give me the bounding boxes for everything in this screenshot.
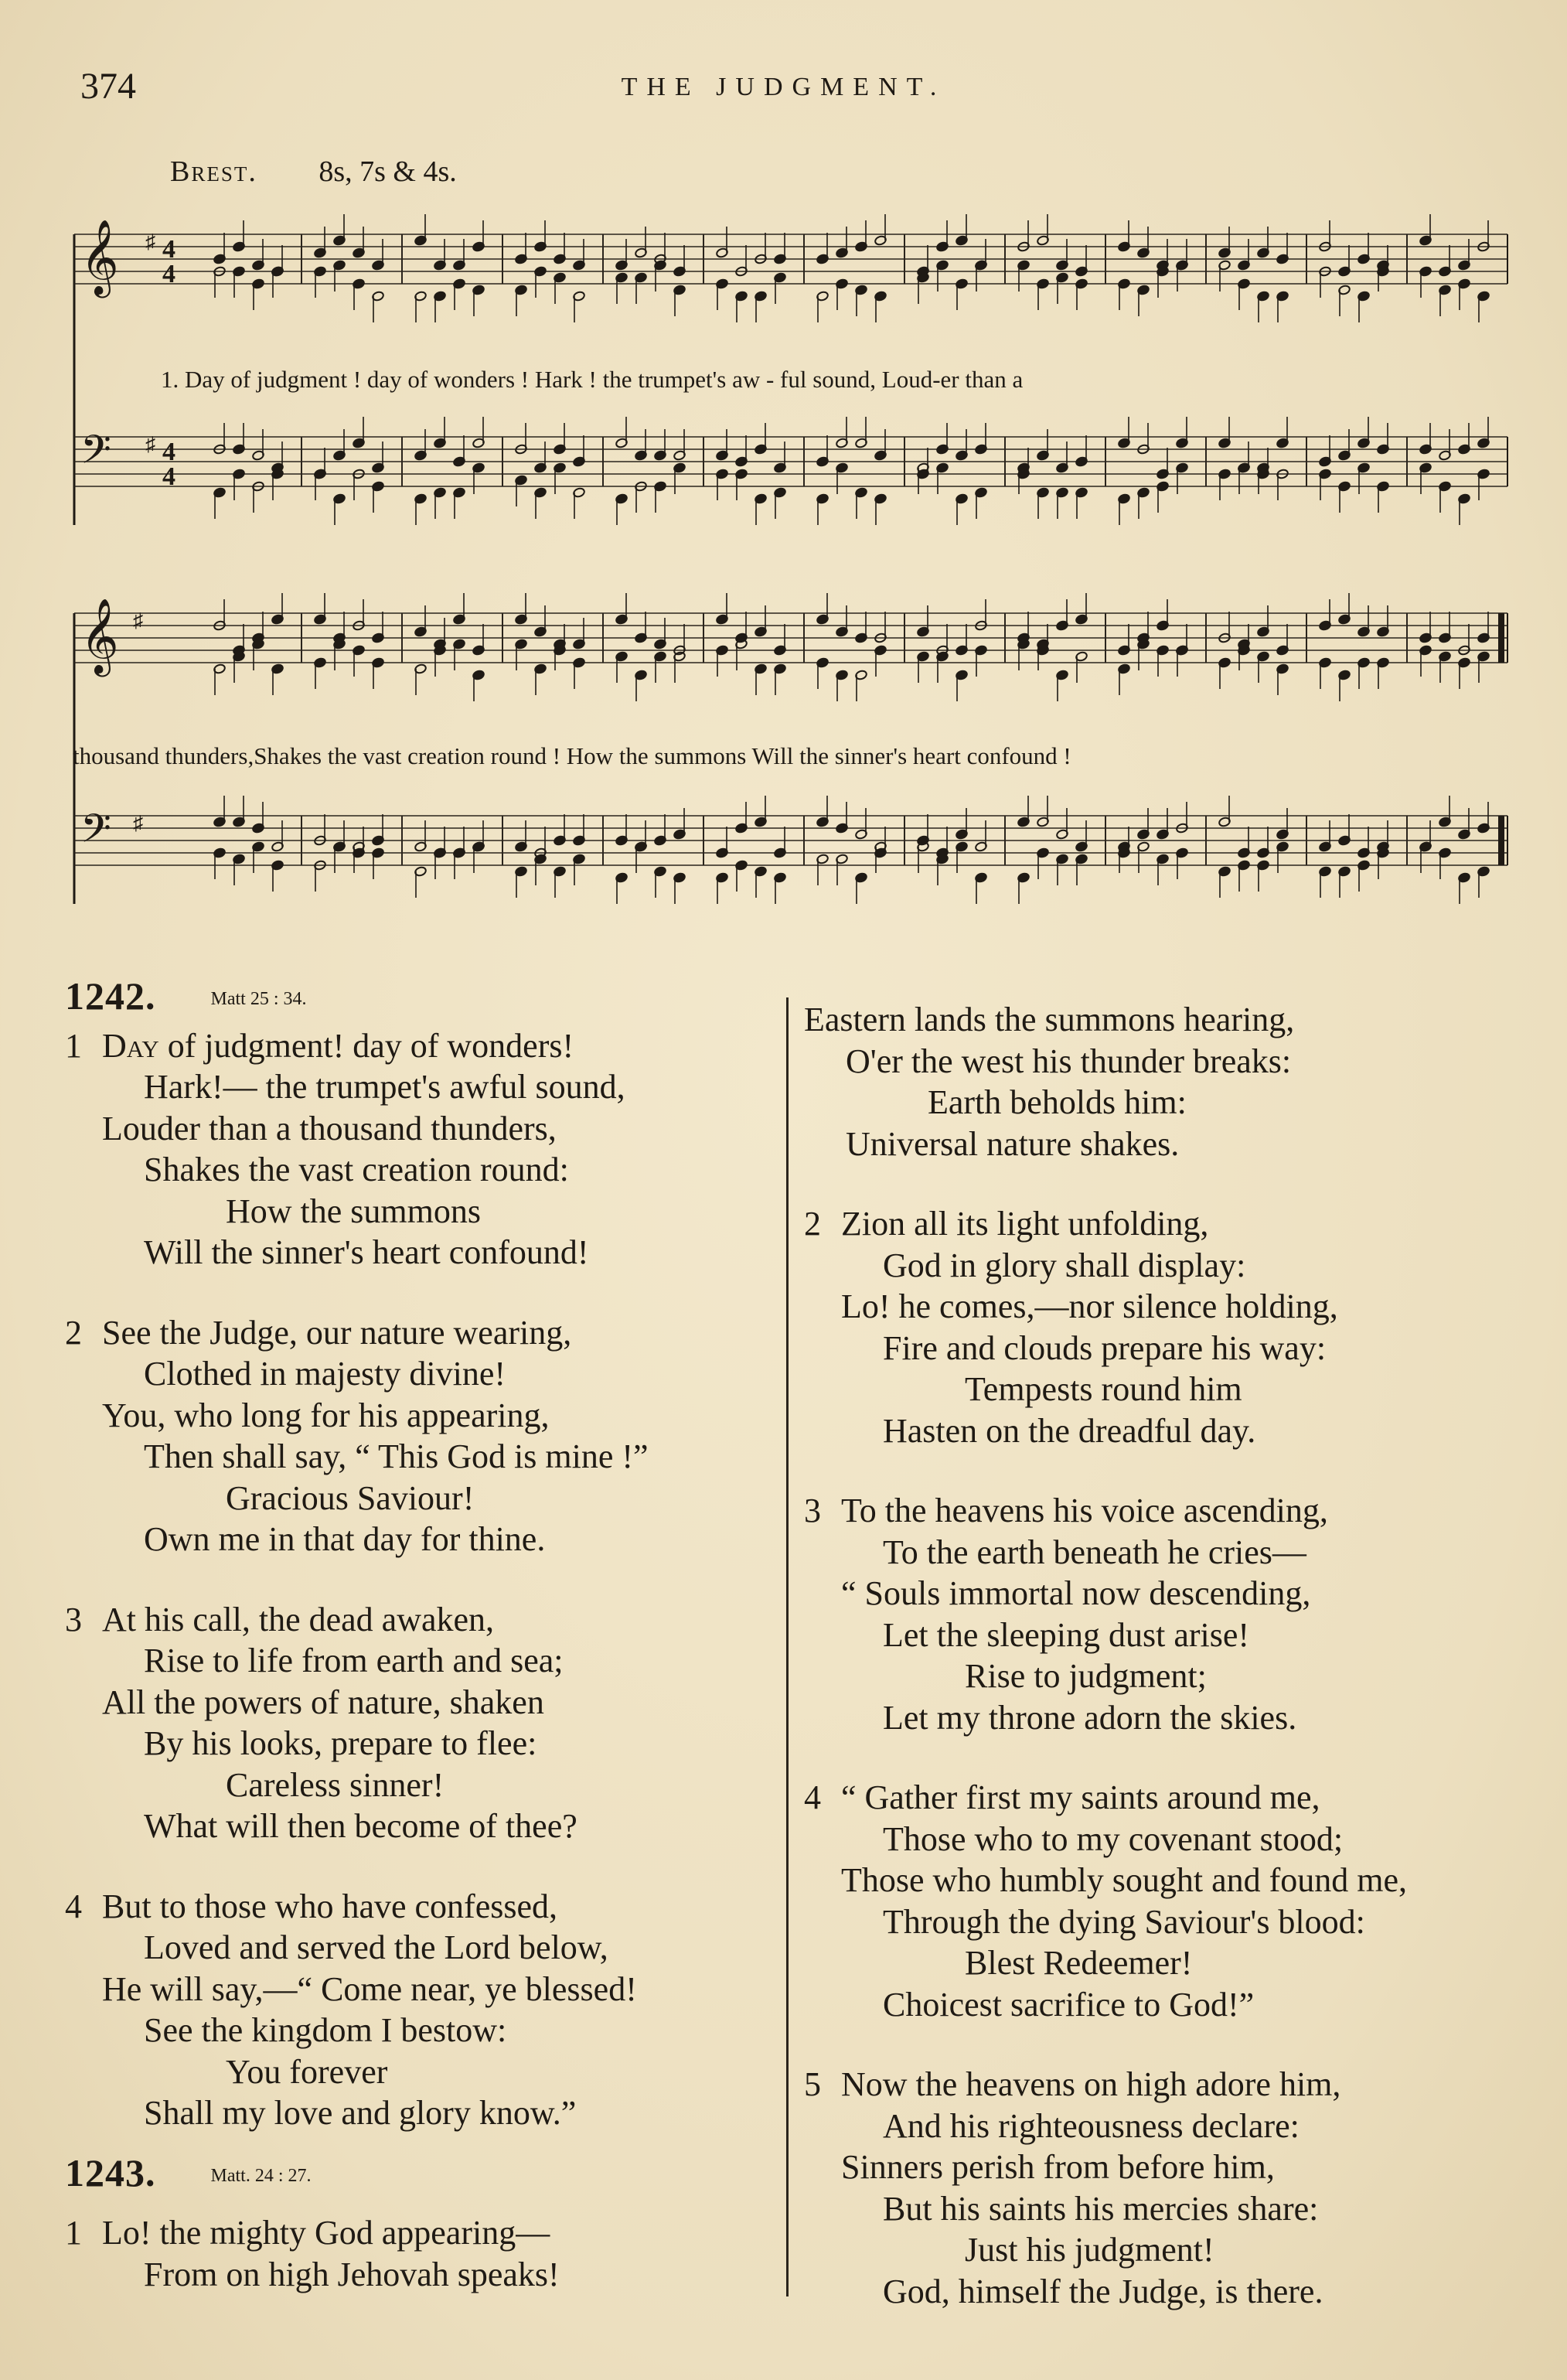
verse-line — [804, 1082, 1546, 1124]
verse-text: Rise to life from earth and sea; — [144, 1642, 564, 1679]
verse-line — [804, 1410, 1546, 1452]
verse-line — [65, 1886, 776, 1928]
note-group — [213, 796, 1507, 904]
verse-text: Hasten on the dreadful day. — [883, 1411, 1256, 1450]
verse-text: Let the sleeping dust arise! — [883, 1615, 1250, 1654]
tune-name: Brest. — [170, 155, 257, 188]
verse-line — [65, 2212, 776, 2254]
verse-line — [804, 2229, 1546, 2271]
verse-text: Louder than a thousand thunders, — [102, 1109, 557, 1147]
verse-text: Fire and clouds prepare his way: — [883, 1328, 1327, 1367]
stanza-gap — [804, 1164, 1546, 1203]
verse-text: “ Gather first my saints around me, — [841, 1778, 1320, 1816]
hymn-1243-heading — [65, 2150, 776, 2202]
verse — [65, 1025, 776, 1274]
verse-line — [804, 1369, 1546, 1410]
verse-text: Shakes the vast creation round: — [144, 1151, 569, 1188]
verse-text: Zion all its light unfolding, — [841, 1205, 1209, 1243]
staff — [74, 426, 1507, 486]
verse-text: Loved and served the Lord below, — [144, 1928, 608, 1966]
music-system-2 — [70, 599, 1515, 924]
verse-text: To the heavens his voice ascending, — [841, 1492, 1328, 1529]
verse-line — [65, 1765, 776, 1806]
verse-text: Gracious Saviour! — [226, 1478, 475, 1517]
verse-line — [804, 2106, 1546, 2147]
stanza-gap — [65, 1274, 776, 1312]
lyric-line-1: 1. Day of judgment ! day of wonders ! Hark ! the trumpet's aw - ful sound, Loud-er than a — [161, 366, 1024, 393]
verse-line — [65, 1066, 776, 1108]
verse-text-initial: Day — [102, 1026, 159, 1065]
verse-text: But to those who have confessed, — [102, 1887, 557, 1925]
verse-text: Universal nature shakes. — [846, 1124, 1180, 1163]
verse-line — [65, 1519, 776, 1560]
verse-line — [804, 999, 1546, 1041]
verse-line — [65, 2092, 776, 2134]
verse-line — [804, 1124, 1546, 1165]
verse-text: See the kingdom I bestow: — [144, 2011, 507, 2049]
verse-text: Careless sinner! — [226, 1765, 445, 1804]
verse-text: O'er the west his thunder breaks: — [846, 1042, 1292, 1080]
bass-clef-icon: 𝄢 — [80, 805, 111, 861]
verse-line — [804, 2064, 1546, 2106]
verse-text: Then shall say, “ This God is mine !” — [144, 1437, 649, 1475]
bass-clef-icon: 𝄢 — [80, 426, 111, 482]
scripture-reference: Matt 25 : 34. — [210, 989, 307, 1009]
verse-line — [804, 1245, 1546, 1287]
verse-text: How the summons — [226, 1192, 481, 1230]
verse-text: God, himself the Judge, is there. — [883, 2272, 1323, 2310]
verse-number: 1 — [65, 2214, 82, 2252]
stanza-gap — [65, 1560, 776, 1599]
verse — [804, 1490, 1546, 1738]
verse — [65, 1886, 776, 2134]
verse-line — [804, 1203, 1546, 1245]
verse-line — [65, 2254, 776, 2296]
verse-number: 1 — [65, 1026, 82, 1065]
verse-line — [804, 1655, 1546, 1697]
verse-line — [804, 1942, 1546, 1984]
verse-line — [804, 1860, 1546, 1901]
staff — [74, 805, 1507, 865]
time-signature-top: 4 — [162, 438, 175, 466]
verse-line — [65, 1969, 776, 2010]
music-system-1 — [70, 220, 1515, 530]
note-group — [213, 214, 1507, 322]
stanza-gap — [804, 2025, 1546, 2064]
verse — [804, 2064, 1546, 2312]
tune-meter: 8s, 7s & 4s. — [319, 155, 457, 188]
verse-text: Those who to my covenant stood; — [883, 1819, 1344, 1858]
running-title: THE JUDGMENT. — [621, 73, 946, 101]
hymn-1242-body — [65, 1025, 776, 2134]
verse-text: Eastern lands the summons hearing, — [804, 1001, 1295, 1038]
verse-line — [804, 1490, 1546, 1532]
verse — [65, 1599, 776, 1847]
verse — [804, 1203, 1546, 1451]
verse-line — [65, 1478, 776, 1519]
key-signature-sharp: ♯ — [145, 230, 155, 253]
lyric-line-2: thousand thunders,Shakes the vast creation round ! How the summons Will the sinner's heart confound ! — [73, 742, 1071, 769]
verse — [65, 1312, 776, 1560]
verse-text: Hark!— the trumpet's awful sound, — [144, 1068, 625, 1106]
hymn-1243-verse-1-start — [65, 2212, 776, 2295]
verse-text: By his looks, prepare to flee: — [144, 1724, 537, 1762]
verse-text: And his righteousness declare: — [883, 2106, 1300, 2145]
verse-line — [65, 1682, 776, 1724]
verse-text: You forever — [226, 2052, 388, 2091]
verse-text: Let my throne adorn the skies. — [883, 1698, 1297, 1737]
verse-text: Those who humbly sought and found me, — [841, 1861, 1408, 1899]
verse-text: All the powers of nature, shaken — [102, 1683, 544, 1721]
scripture-reference: Matt. 24 : 27. — [210, 2165, 312, 2186]
hymn-number: 1243. — [65, 2150, 156, 2194]
stanza-gap — [65, 1847, 776, 1886]
key-signature-sharp: ♯ — [145, 433, 155, 455]
verse-number: 2 — [65, 1313, 82, 1352]
verse-number: 5 — [804, 2065, 821, 2103]
hymn-number: 1242. — [65, 974, 156, 1018]
verse-number: 2 — [804, 1205, 821, 1243]
verse-line — [65, 1805, 776, 1847]
verse-line — [804, 2188, 1546, 2230]
hymn-column-left — [65, 976, 776, 2295]
verse-line — [65, 1108, 776, 1150]
note-group — [213, 417, 1507, 525]
verse-line — [65, 1395, 776, 1437]
verse-text: But his saints his mercies share: — [883, 2189, 1319, 2228]
verse-text: Lo! he comes,—nor silence holding, — [841, 1287, 1338, 1325]
time-signature-bottom: 4 — [162, 260, 175, 288]
column-divider — [786, 997, 789, 2296]
verse-text: Through the dying Saviour's blood: — [883, 1902, 1365, 1941]
verse-continued — [804, 999, 1546, 1164]
verse-text: Will the sinner's heart confound! — [144, 1233, 589, 1271]
verse — [65, 2212, 776, 2295]
verse-line — [804, 1286, 1546, 1328]
verse-line — [804, 1041, 1546, 1083]
verse-line — [804, 2146, 1546, 2188]
verse-line — [65, 1149, 776, 1191]
time-signature-top: 4 — [162, 235, 175, 264]
verse-line — [65, 1723, 776, 1765]
stanza-gap — [804, 1451, 1546, 1490]
verse-line — [65, 1025, 776, 1067]
stanza-gap — [804, 1738, 1546, 1777]
verse-text: Day of judgment! day of wonders! — [102, 1026, 574, 1065]
verse-number: 4 — [804, 1778, 821, 1816]
verse — [804, 1777, 1546, 2025]
verse-number: 3 — [804, 1492, 821, 1529]
verse-text: Lo! the mighty God appearing— — [102, 2214, 550, 2252]
staff — [74, 598, 1507, 677]
verse-number: 3 — [65, 1600, 82, 1638]
verse-text: To the earth beneath he cries— — [883, 1533, 1306, 1571]
treble-clef-icon: 𝄞 — [80, 598, 119, 673]
verse-line — [65, 1640, 776, 1682]
verse-line — [65, 1599, 776, 1641]
verse-line — [804, 1697, 1546, 1739]
verse-text: See the Judge, our nature wearing, — [102, 1313, 572, 1352]
verse-text: Rise to judgment; — [965, 1657, 1207, 1695]
verse-text: “ Souls immortal now descending, — [841, 1574, 1311, 1612]
verse-line — [804, 1532, 1546, 1574]
verse-line — [804, 1984, 1546, 2026]
verse-line — [65, 1927, 776, 1969]
verse-text: Own me in that day for thine. — [144, 1520, 546, 1558]
verse-line — [804, 2271, 1546, 2313]
verse-line — [804, 1615, 1546, 1656]
verse-number: 4 — [65, 1887, 82, 1925]
verse-text: Sinners perish from before him, — [841, 2148, 1275, 2186]
verse-line — [65, 2051, 776, 2093]
hymn-column-right — [804, 999, 1546, 2312]
verse-text: From on high Jehovah speaks! — [144, 2255, 560, 2293]
verse-line — [804, 1328, 1546, 1369]
treble-clef-icon: 𝄞 — [80, 219, 119, 295]
verse-text: Blest Redeemer! — [965, 1944, 1193, 1982]
verse-text: At his call, the dead awaken, — [102, 1600, 495, 1638]
verse-line — [804, 1819, 1546, 1860]
verse-text: Earth beholds him: — [928, 1083, 1187, 1121]
verse-line — [65, 1312, 776, 1354]
key-signature-sharp: ♯ — [133, 609, 143, 632]
verse-line — [65, 1191, 776, 1233]
hymn-1242-heading — [65, 976, 776, 1025]
verse-line — [804, 1901, 1546, 1943]
page-header — [0, 65, 1567, 111]
verse-text: Clothed in majesty divine! — [144, 1355, 506, 1393]
verse-line — [65, 1232, 776, 1274]
verse-text: He will say,—“ Come near, ye blessed! — [102, 1969, 637, 2008]
final-bar — [1498, 613, 1504, 663]
verse-text: What will then become of thee? — [144, 1807, 577, 1845]
final-bar — [1498, 816, 1504, 865]
verse-line — [804, 1573, 1546, 1615]
verse-line — [65, 2010, 776, 2051]
verse-line — [804, 1777, 1546, 1819]
verse-text: God in glory shall display: — [883, 1246, 1246, 1284]
staff — [74, 219, 1507, 298]
tune-heading — [170, 155, 457, 189]
verse-text: Now the heavens on high adore him, — [841, 2065, 1341, 2103]
verse-text: Tempests round him — [965, 1370, 1242, 1408]
verse-text: Choicest sacrifice to God!” — [883, 1985, 1255, 2024]
verse-text: Just his judgment! — [965, 2231, 1214, 2269]
verse-line — [65, 1353, 776, 1395]
key-signature-sharp: ♯ — [133, 812, 143, 834]
time-signature-bottom: 4 — [162, 462, 175, 491]
verse-line — [65, 1436, 776, 1478]
note-group — [213, 593, 1507, 701]
verse-text: Shall my love and glory know.” — [144, 2094, 577, 2132]
verse-text: You, who long for his appearing, — [102, 1396, 550, 1434]
page-number: 374 — [80, 66, 136, 107]
